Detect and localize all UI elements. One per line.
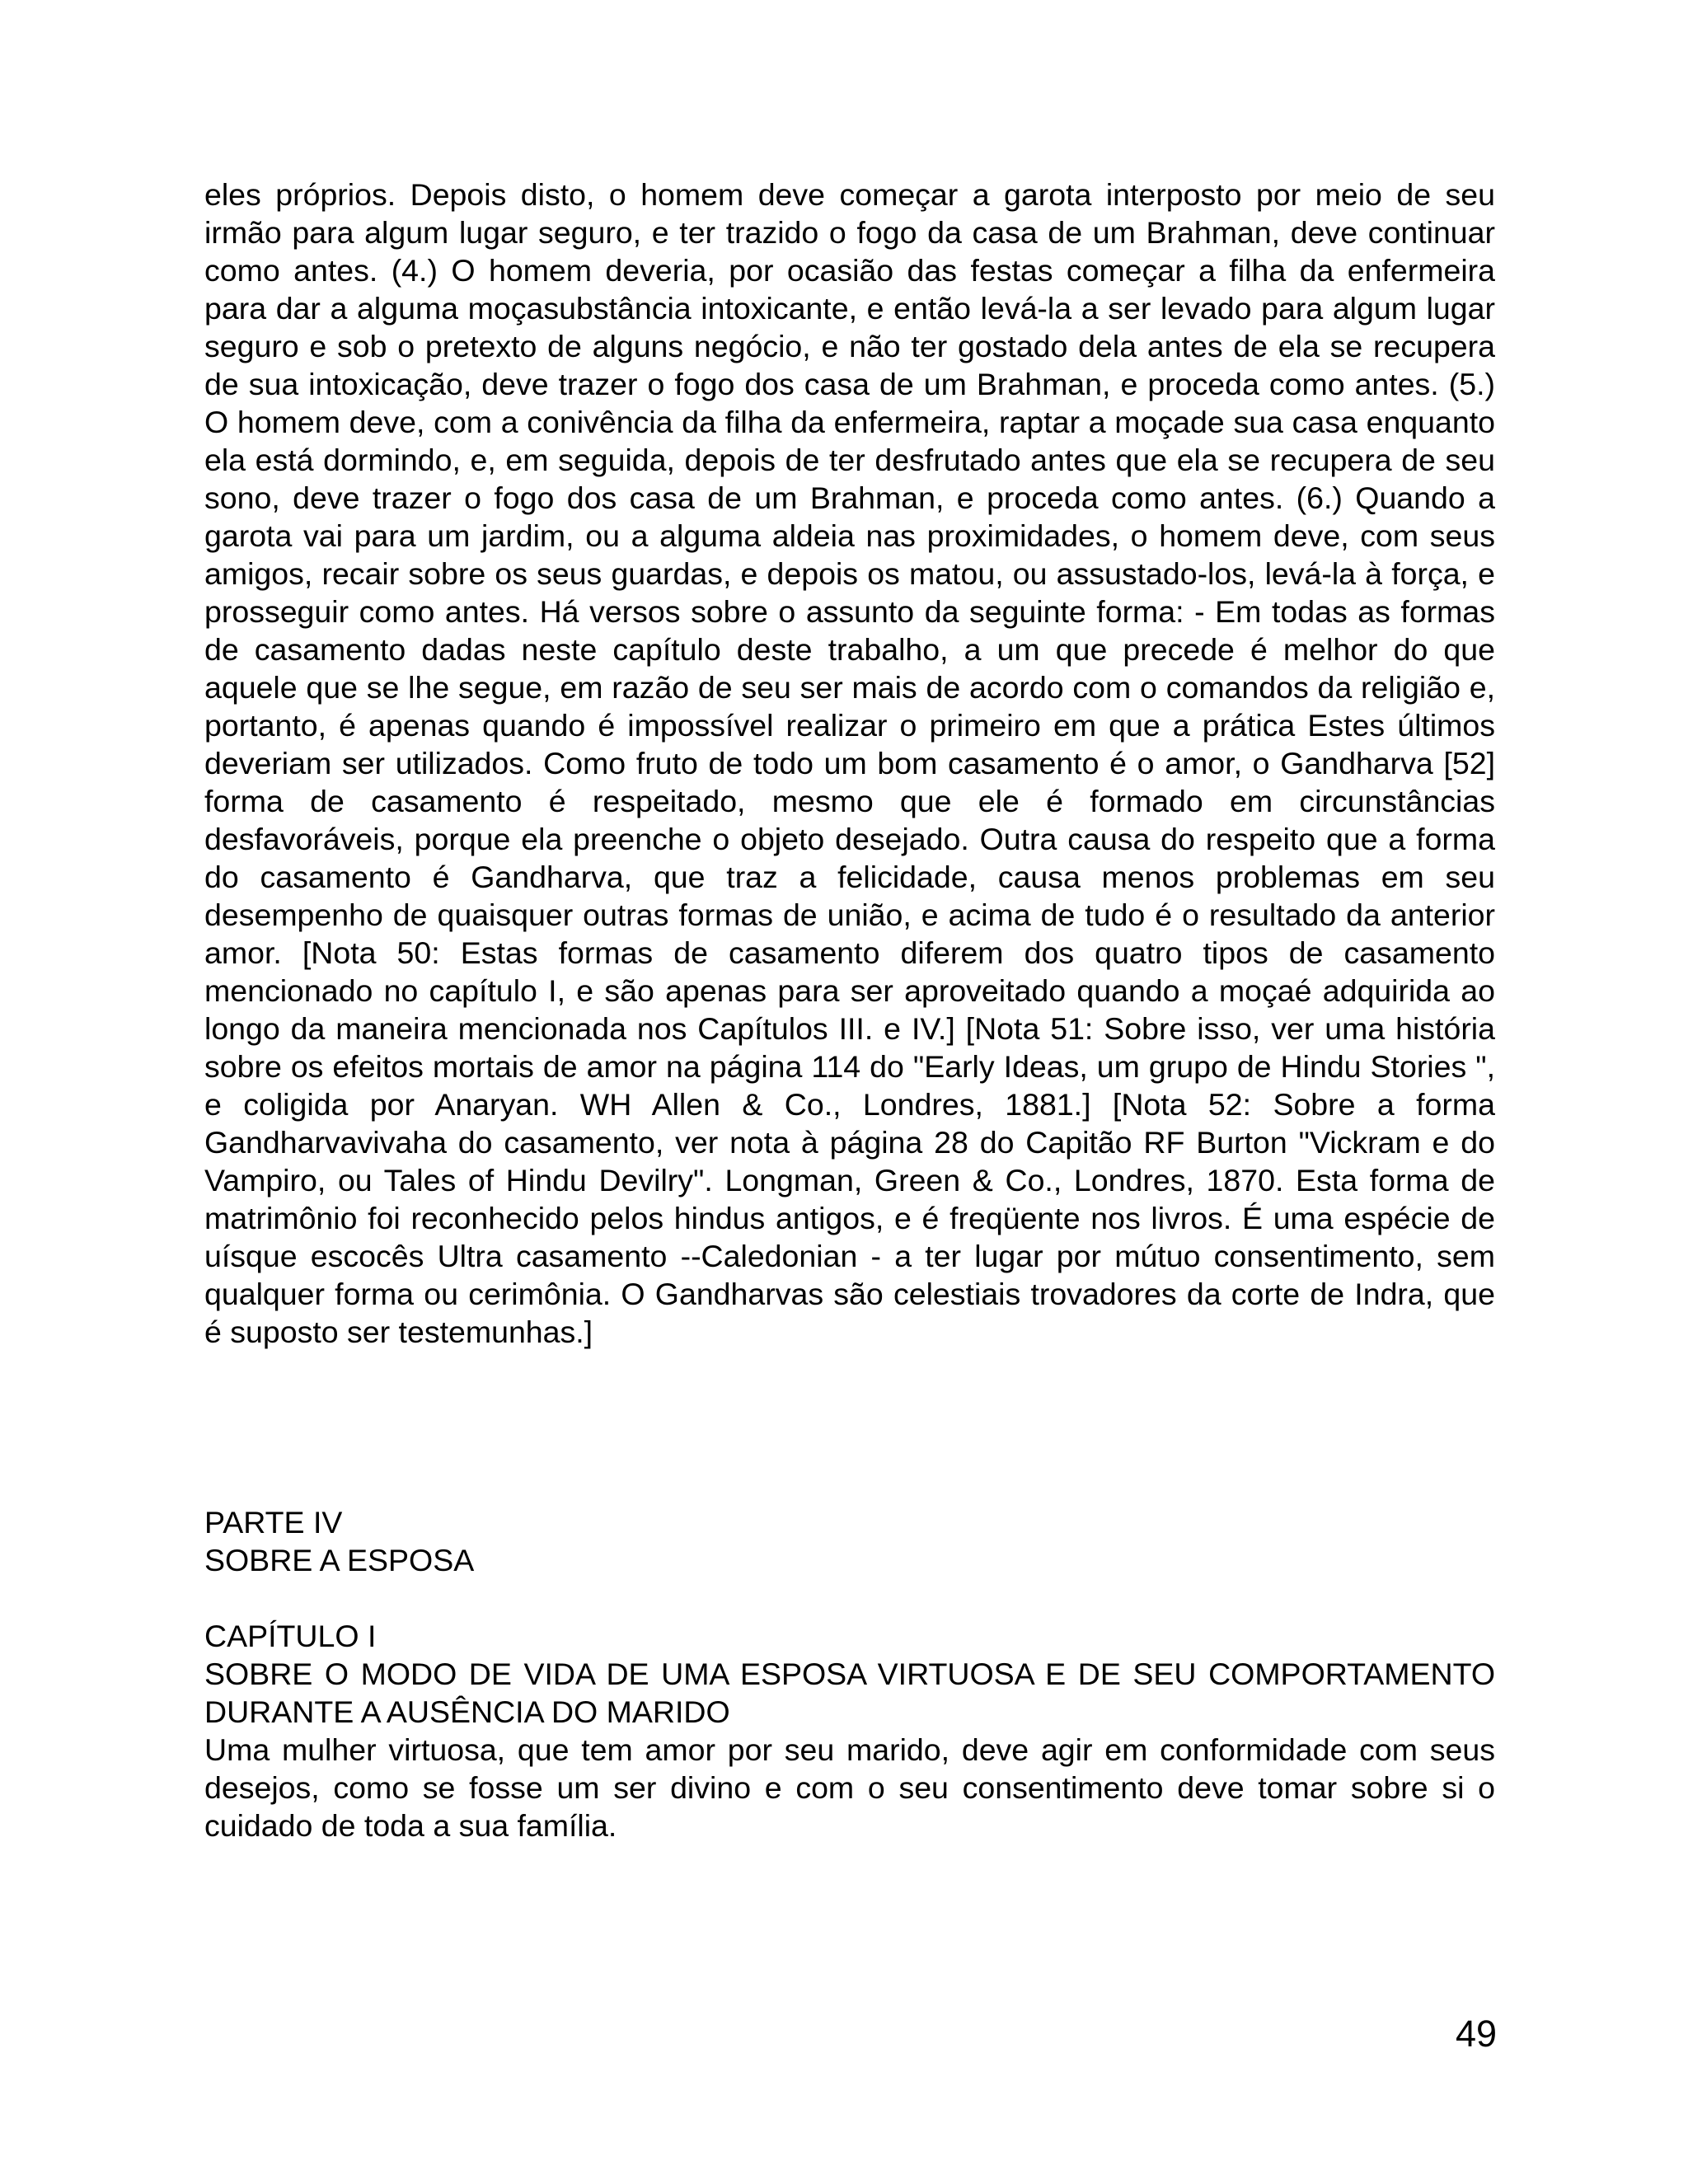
chapter-title: SOBRE O MODO DE VIDA DE UMA ESPOSA VIRTUOSA E DE SEU COMPORTAMENTO DURANTE A AUSÊNCIA DO MARIDO bbox=[204, 1657, 1495, 1729]
section-spacer bbox=[204, 1351, 1495, 1503]
page-content bbox=[204, 176, 1495, 1844]
chapter-paragraph: Uma mulher virtuosa, que tem amor por seu marido, deve agir em conformidade com seus desejos, como se fosse um ser divino e com o seu consentimento deve tomar sobre si o cuidado de toda a sua família. bbox=[204, 1732, 1495, 1843]
page-number: 49 bbox=[1455, 2013, 1497, 2055]
chapter-spacer bbox=[204, 1579, 1495, 1617]
part-title: SOBRE A ESPOSA bbox=[204, 1543, 475, 1577]
body-paragraph: eles próprios. Depois disto, o homem deve começar a garota interposto por meio de seu irmão para algum lugar seguro, e ter trazido o fogo da casa de um Brahman, deve continuar como antes. (4.) O homem deveria, por ocasião das festas começar a filha da enfermeira para dar a alguma moçasubstância intoxicante, e então levá-la a ser levado para algum lugar seguro e sob o pretexto de alguns negócio, e não ter gostado dela antes de ela se recupera de sua intoxicação, deve trazer o fogo dos casa de um Brahman, e proceda como antes. (5.) O homem deve, com a conivência da filha da enfermeira, raptar a moçade sua casa enquanto ela está dormindo, e, em seguida, depois de ter desfrutado antes que ela se recupera de seu sono, deve trazer o fogo dos casa de um Brahman, e proceda como antes. (6.) Quando a garota vai para um jardim, ou a alguma aldeia nas proximidades, o homem deve, com seus amigos, recair sobre os seus guardas, e depois os matou, ou assustado-los, levá-la à força, e prosseguir como antes. Há versos sobre o assunto da seguinte forma: - Em todas as formas de casamento dadas neste capítulo deste trabalho, a um que precede é melhor do que aquele que se lhe segue, em razão de seu ser mais de acordo com o comandos da religião e, portanto, é apenas quando é impossível realizar o primeiro em que a prática Estes últimos deveriam ser utilizados. Como fruto de todo um bom casamento é o amor, o Gandharva [52] forma de casamento é respeitado, mesmo que ele é formado em circunstâncias desfavoráveis, porque ela preenche o objeto desejado. Outra causa do respeito que a forma do casamento é Gandharva, que traz a felicidade, causa menos problemas em seu desempenho de quaisquer outras formas de união, e acima de tudo é o resultado da anterior amor. [Nota 50: Estas formas de casamento diferem dos quatro tipos de casamento mencionado no capítulo I, e são apenas para ser aproveitado quando a moçaé adquirida ao longo da maneira mencionada nos Capítulos III. e IV.] [Nota 51: Sobre isso, ver uma história sobre os efeitos mortais de amor na página 114 do "Early Ideas, um grupo de Hindu Stories ", e coligida por Anaryan. WH Allen & Co., Londres, 1881.] [Nota 52: Sobre a forma Gandharvavivaha do casamento, ver nota à página 28 do Capitão RF Burton "Vickram e do Vampiro, ou Tales of Hindu Devilry". Longman, Green & Co., Londres, 1870. Esta forma de matrimônio foi reconhecido pelos hindus antigos, e é freqüente nos livros. É uma espécie de uísque escocês Ultra casamento --Caledonian - a ter lugar por mútuo consentimento, sem qualquer forma ou cerimônia. O Gandharvas são celestiais trovadores da corte de Indra, que é suposto ser testemunhas.] bbox=[204, 177, 1495, 1349]
part-label: PARTE IV bbox=[204, 1505, 343, 1540]
chapter-label: CAPÍTULO I bbox=[204, 1619, 377, 1653]
